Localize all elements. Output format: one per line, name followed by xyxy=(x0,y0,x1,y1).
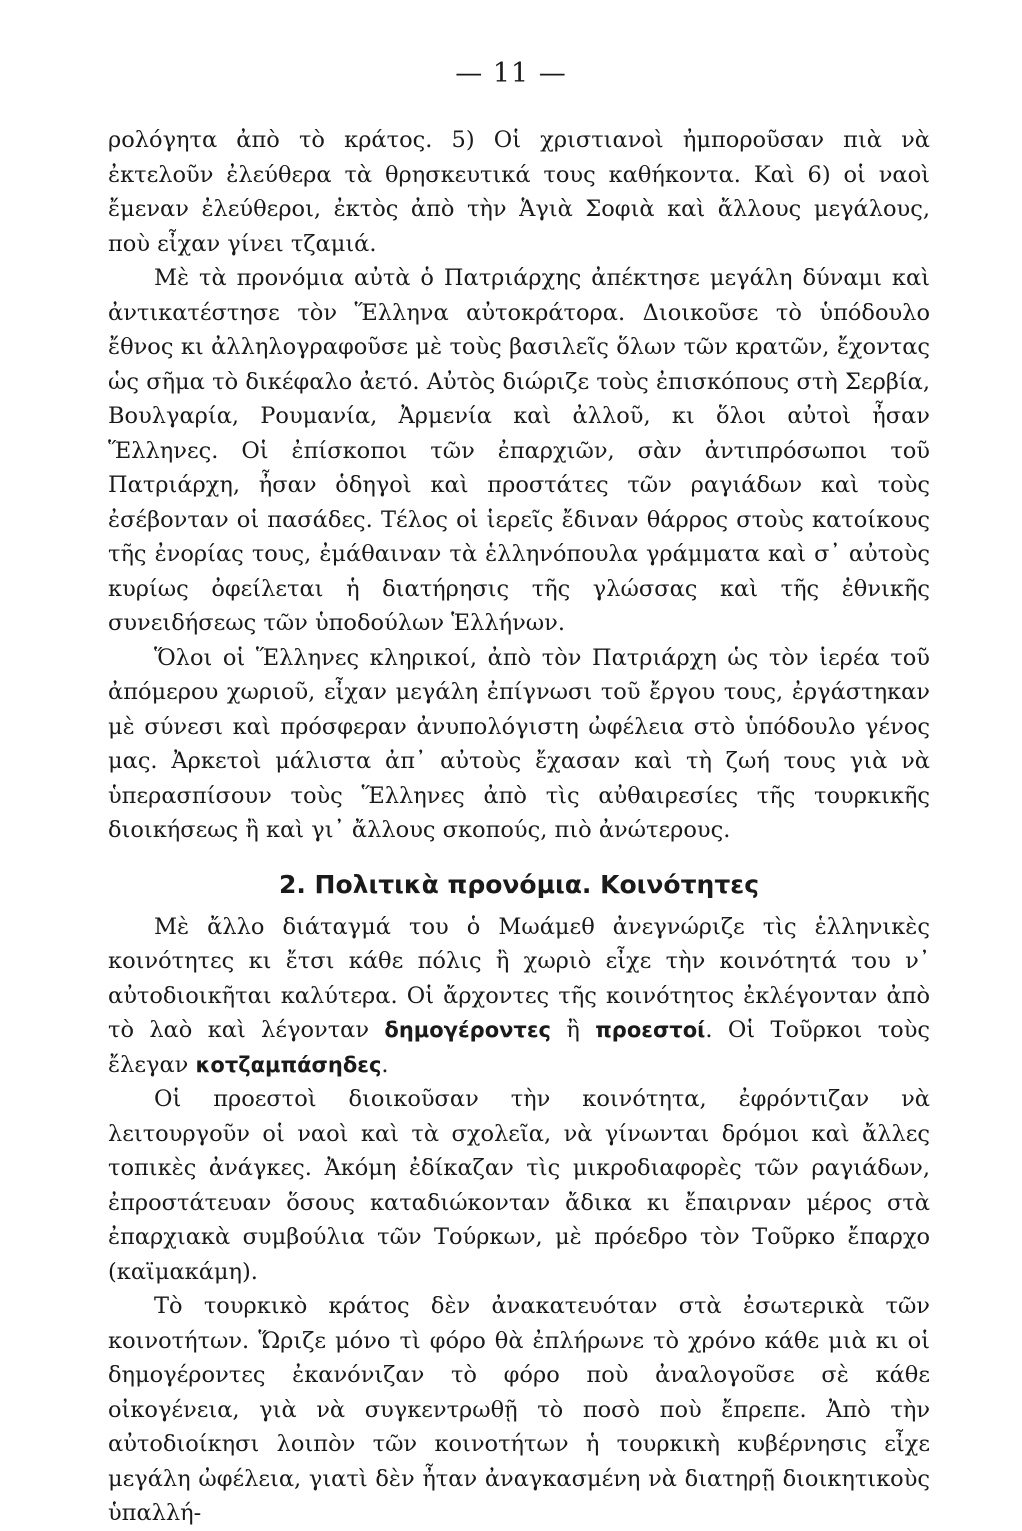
text-run: . xyxy=(381,1051,389,1078)
paragraph-patriarch-powers: Μὲ τὰ προνόμια αὐτὰ ὁ Πατριάρχης ἀπέκτησε μεγάλη δύναμι καὶ ἀντικατέστησε τὸν Ἕλληνα αὐτοκράτορα. Διοικοῦσε τὸ ὑπόδουλο ἔθνος κι ἀλληλογραφοῦσε μὲ τοὺς βασιλεῖς ὅλων τῶν κρατῶν, ἔχοντας ὡς σῆμα τὸ δικέφαλο ἀετό. Αὐτὸς διώριζε τοὺς ἐπισκόπους στὴ Σερβία, Βουλγαρία, Ρουμανία, Ἀρμενία καὶ ἀλλοῦ, κι ὅλοι αὐτοὶ ἦσαν Ἕλληνες. Οἱ ἐπίσκοποι τῶν ἐπαρχιῶν, σὰν ἀντιπρόσωποι τοῦ Πατριάρχη, ἦσαν ὁδηγοὶ καὶ προστάτες τῶν ραγιάδων καὶ τοὺς ἐσέβονταν οἱ πασάδες. Τέλος οἱ ἱερεῖς ἔδιναν θάρρος στοὺς κατοίκους τῆς ἐνορίας τους, ἐμάθαιναν τὰ ἑλληνόπουλα γράμματα καὶ σ᾽ αὐτοὺς κυρίως ὀφείλεται ἡ διατήρησις τῆς γλώσσας καὶ τῆς ἐθνικῆς συνειδήσεως τῶν ὑποδούλων Ἑλλήνων. xyxy=(108,265,930,636)
term-kotzabasides: κοτζαμπάσηδες xyxy=(195,1052,382,1077)
page-body xyxy=(108,123,930,1531)
term-dimogerontes: δημογέροντες xyxy=(384,1018,551,1042)
paragraph-clergy: Ὅλοι οἱ Ἕλληνες κληρικοί, ἀπὸ τὸν Πατριάρχη ὡς τὸν ἱερέα τοῦ ἀπόμερου χωριοῦ, εἶχαν μεγάλη ἐπίγνωσι τοῦ ἔργου τους, ἐργάστηκαν μὲ σύνεσι καὶ πρόσφεραν ἀνυπολόγιστη ὠφέλεια στὸ ὑπόδουλο γένος μας. Ἀρκετοὶ μάλιστα ἀπ᾽ αὐτοὺς ἔχασαν καὶ τὴ ζωή τους γιὰ νὰ ὑπερασπίσουν τοὺς Ἕλληνες ἀπὸ τὶς αὐθαιρεσίες τῆς τουρκικῆς διοικήσεως ἢ καὶ γι᾽ ἄλλους σκοπούς, πιὸ ἀνώτερους. xyxy=(108,644,930,843)
paragraph-communities xyxy=(108,910,930,1083)
paragraph-proestoi-duties: Οἱ προεστοὶ διοικοῦσαν τὴν κοινότητα, ἐφρόντιζαν νὰ λειτουργοῦν οἱ ναοὶ καὶ τὰ σχολεῖα, νὰ γίνωνται δρόμοι καὶ ἄλλες τοπικὲς ἀνάγκες. Ἀκόμη ἐδίκαζαν τὶς μικροδιαφορὲς τῶν ραγιάδων, ἐπροστάτευαν ὅσους καταδιώκονταν ἄδικα κι ἔπαιρναν μέρος στὰ ἐπαρχιακὰ συμβούλια τῶν Τούρκων, μὲ πρόεδρο τὸν Τοῦρκο ἔπαρχο (καϊμακάμη). xyxy=(108,1086,930,1285)
text-run: Μὲ ἄλλο διάταγμά του ὁ Μωάμεθ ἀνεγνώριζε τὶς ἑλληνικὲς κοινότητες κι ἔτσι κάθε πόλις ἢ χωριὸ εἶχε τὴν κοινότητά του ν᾽ αὐτοδιοικῆται καλύτερα. Οἱ ἄρχοντες τῆς κοινότητος ἐκλέγονταν ἀπὸ τὸ λαὸ καὶ λέγονταν xyxy=(108,913,930,1043)
page-number: — 11 — xyxy=(455,58,567,89)
section-heading: 2. Πολιτικὰ προνόμια. Κοινότητες xyxy=(278,869,760,899)
paragraph-continuation: ρολόγητα ἀπὸ τὸ κράτος. 5) Οἱ χριστιανοὶ ἠμποροῦσαν πιὰ νὰ ἐκτελοῦν ἐλεύθερα τὰ θρησκευτικά τους καθήκοντα. Καὶ 6) οἱ ναοὶ ἔμεναν ἐλεύθεροι, ἐκτὸς ἀπὸ τὴν Ἁγιὰ Σοφιὰ καὶ ἄλλους μεγάλους, ποὺ εἶχαν γίνει τζαμιά. xyxy=(108,127,930,257)
text-run: . Οἱ Τοῦρκοι τοὺς ἔλεγαν xyxy=(108,1017,930,1078)
text-run: ἢ xyxy=(550,1017,596,1043)
paragraph-turkish-state: Τὸ τουρκικὸ κράτος δὲν ἀνακατευόταν στὰ ἐσωτερικὰ τῶν κοινοτήτων. Ὥριζε μόνο τὶ φόρο θὰ ἐπλήρωνε τὸ χρόνο κάθε μιὰ κι οἱ δημογέροντες ἐκανόνιζαν τὸ φόρο ποὺ ἀναλογοῦσε σὲ κάθε οἰκογένεια, γιὰ νὰ συγκεντρωθῇ τὸ ποσὸ ποὺ ἔπρεπε. Ἀπὸ τὴν αὐτοδιοίκησι λοιπὸν τῶν κοινοτήτων ἡ τουρκικὴ κυβέρνησις εἶχε μεγάλη ὠφέλεια, γιατὶ δὲν ἦταν ἀναγκασμένη νὰ διατηρῇ διοικητικοὺς ὑπαλλή- xyxy=(108,1293,930,1526)
term-proestoi: προεστοί xyxy=(595,1018,706,1042)
